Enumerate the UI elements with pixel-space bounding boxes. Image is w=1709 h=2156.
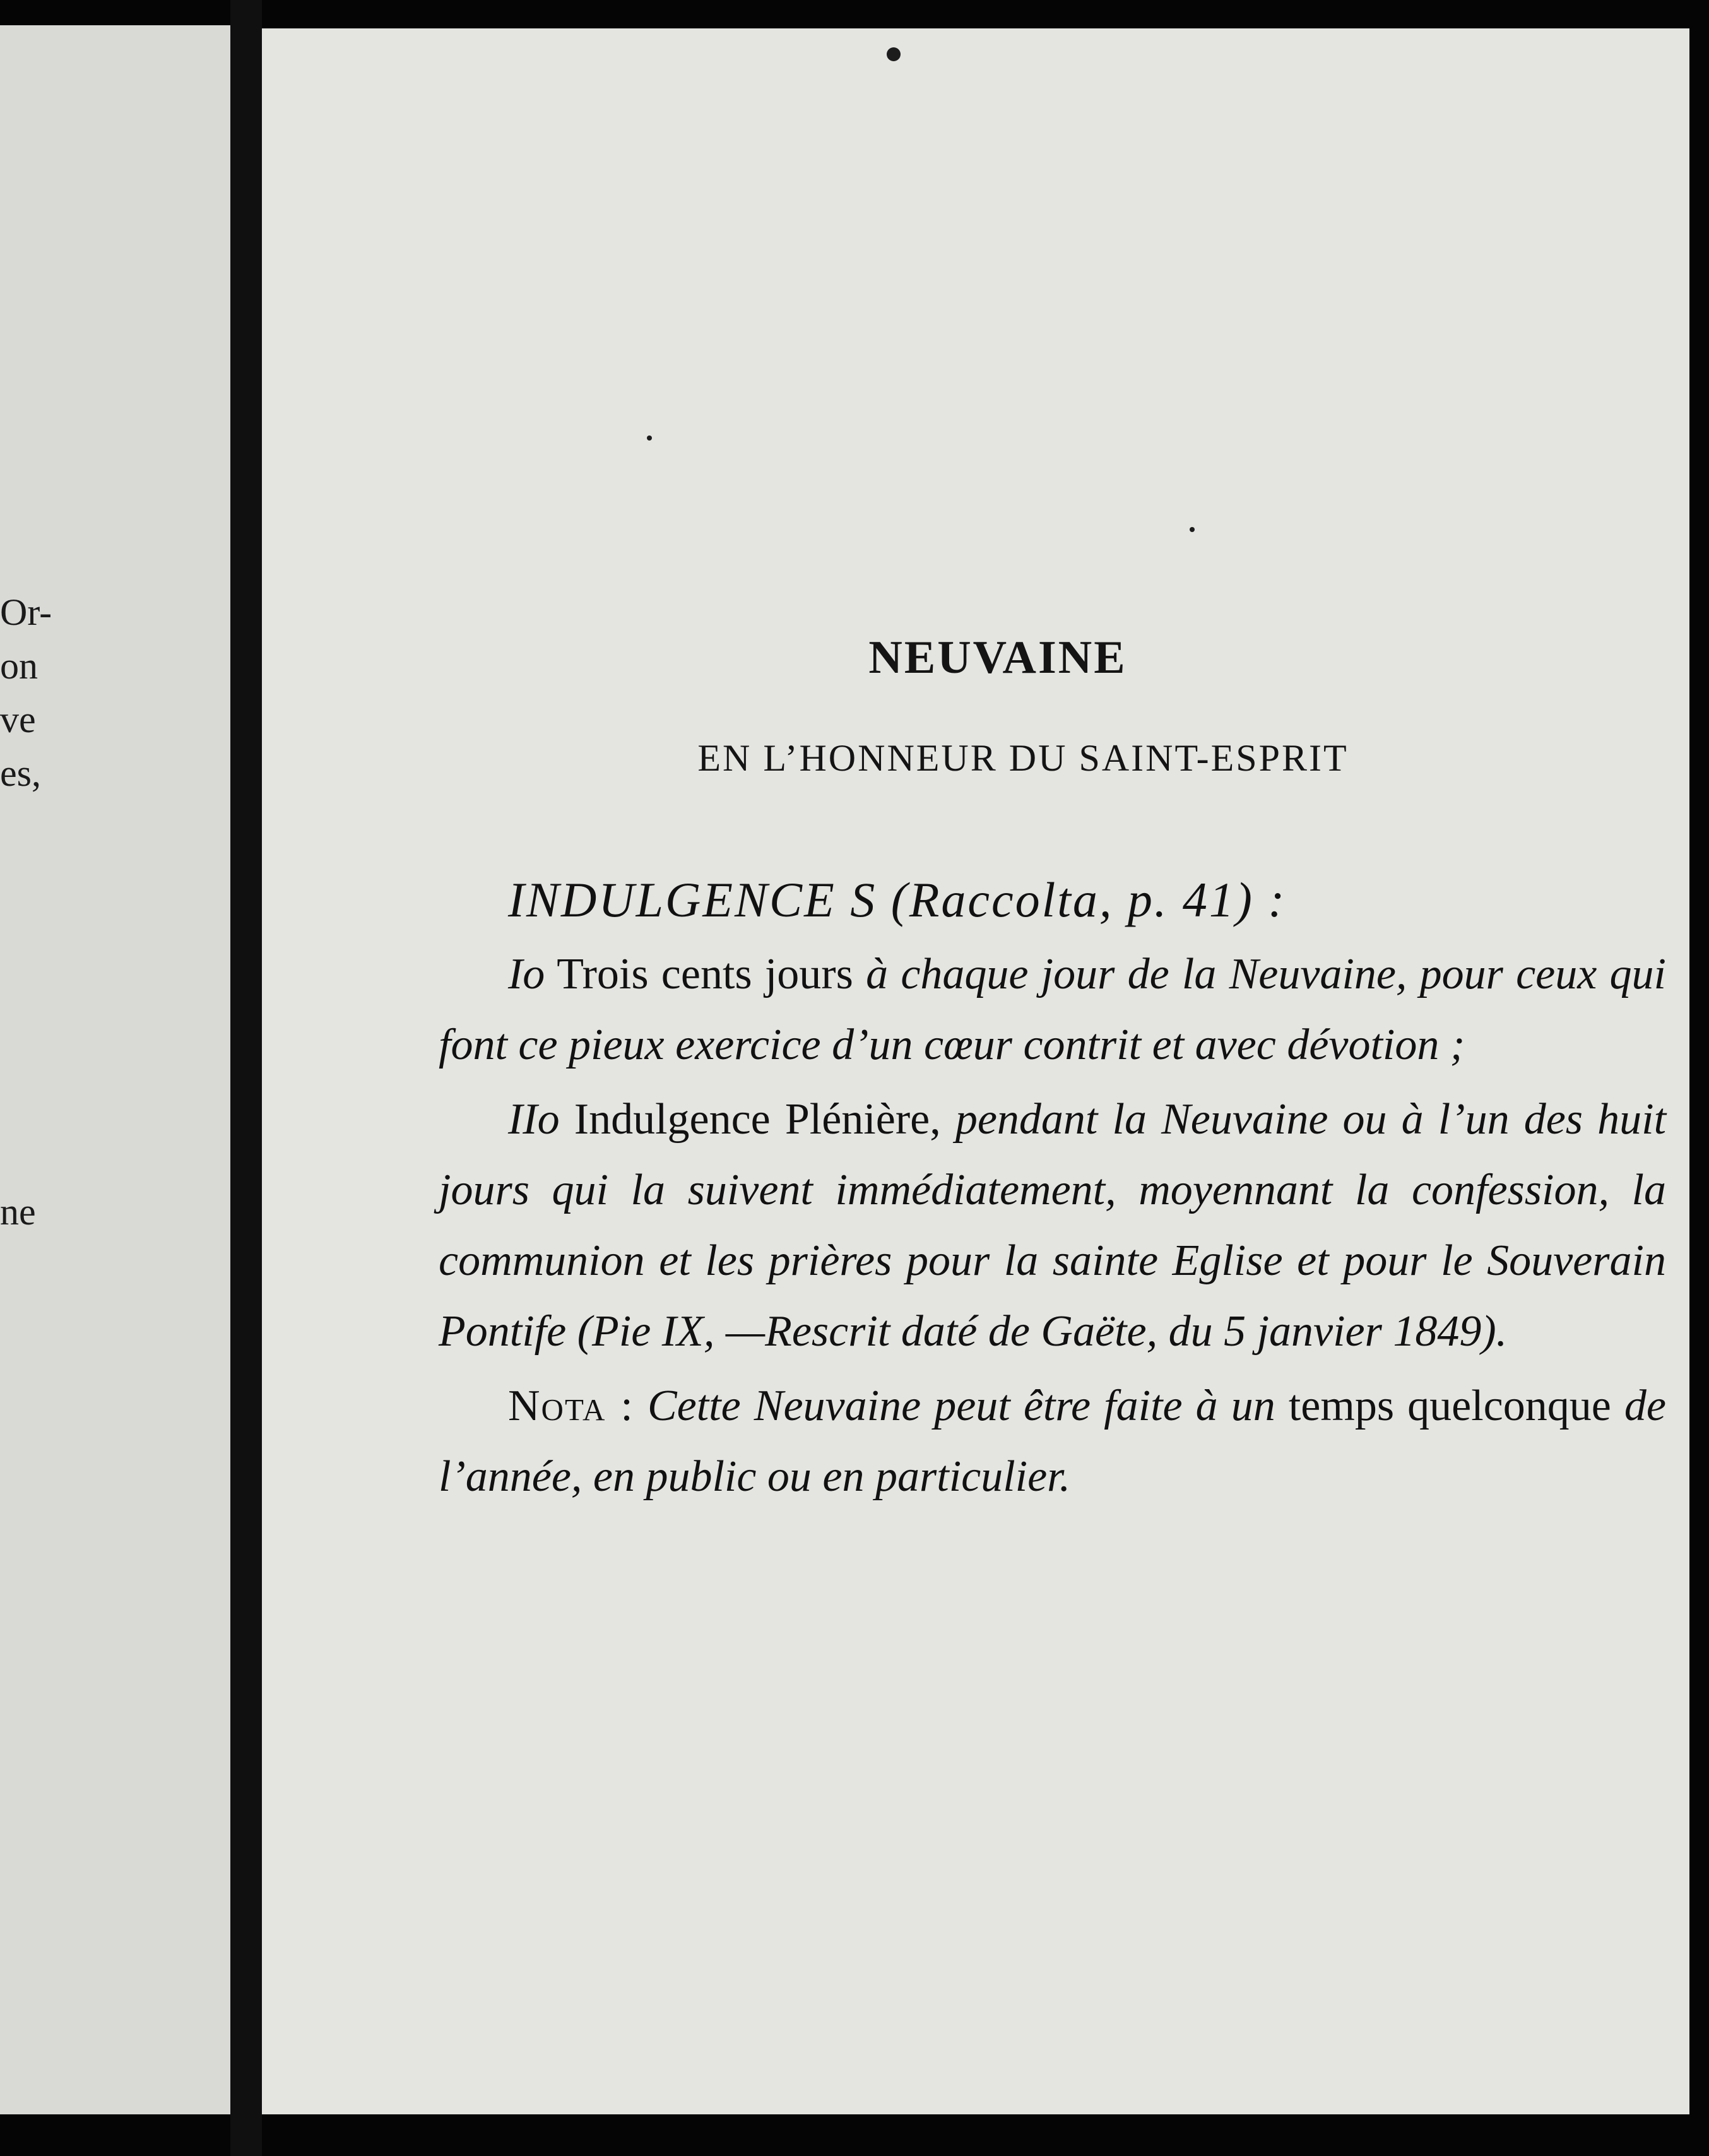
item-2-text-roman: Indulgence Plénière, [574,1095,941,1144]
nota-text-roman: temps quelconque [1288,1382,1611,1430]
item-1-text-italic: à chaque jour de la Neuvaine, pour ceux qui font ce pieux exercice d’un cœur contrit et avec dévotion ; [439,950,1666,1069]
item-2-text-italic: pendant la Neuvaine ou à l’un des huit jours qui la suivent immédiatement, moyennant la confession, la communion et les prières pour la sainte Eglise et pour le Souverain Pontife (Pie IX, —Rescrit daté de Gaëte, du 5 janvier 1849). [439,1095,1667,1356]
left-facing-page [0,25,230,2114]
nota-label: Nota : [508,1382,634,1430]
left-page-fragment: ne [0,1191,36,1233]
book-gutter [230,0,262,2156]
left-page-fragment: ve [0,699,36,740]
nota-text-italic-a: Cette Neuvaine peut être faite à un [647,1382,1275,1430]
indulgences-source: (Raccolta, p. 41) : [890,872,1287,927]
item-1-numeral: Io [508,950,545,998]
item-1-text-roman: Trois cents jours [557,950,853,998]
indulgences-heading: INDULGENCE S [508,872,877,927]
left-page-fragment: es, [0,752,41,794]
indulgence-item-1 [439,939,1666,1081]
nota-paragraph [439,1371,1666,1512]
ink-speck [887,47,901,61]
indulgences-heading-line [439,865,1666,935]
left-page-fragment: on [0,645,38,687]
item-2-numeral: IIo [508,1095,560,1144]
left-page-fragment: Or- [0,591,52,633]
scanned-page [262,28,1689,2114]
ink-speck [647,435,652,441]
document-body [439,865,1666,1516]
indulgence-item-2 [439,1084,1666,1367]
page-subtitle: EN L’HONNEUR DU SAINT-ESPRIT [697,737,1349,779]
ink-speck [1190,527,1195,532]
nota-text-italic-b: de l’année, en public ou en particulier. [439,1382,1666,1501]
page-title: NEUVAINE [868,632,1127,684]
